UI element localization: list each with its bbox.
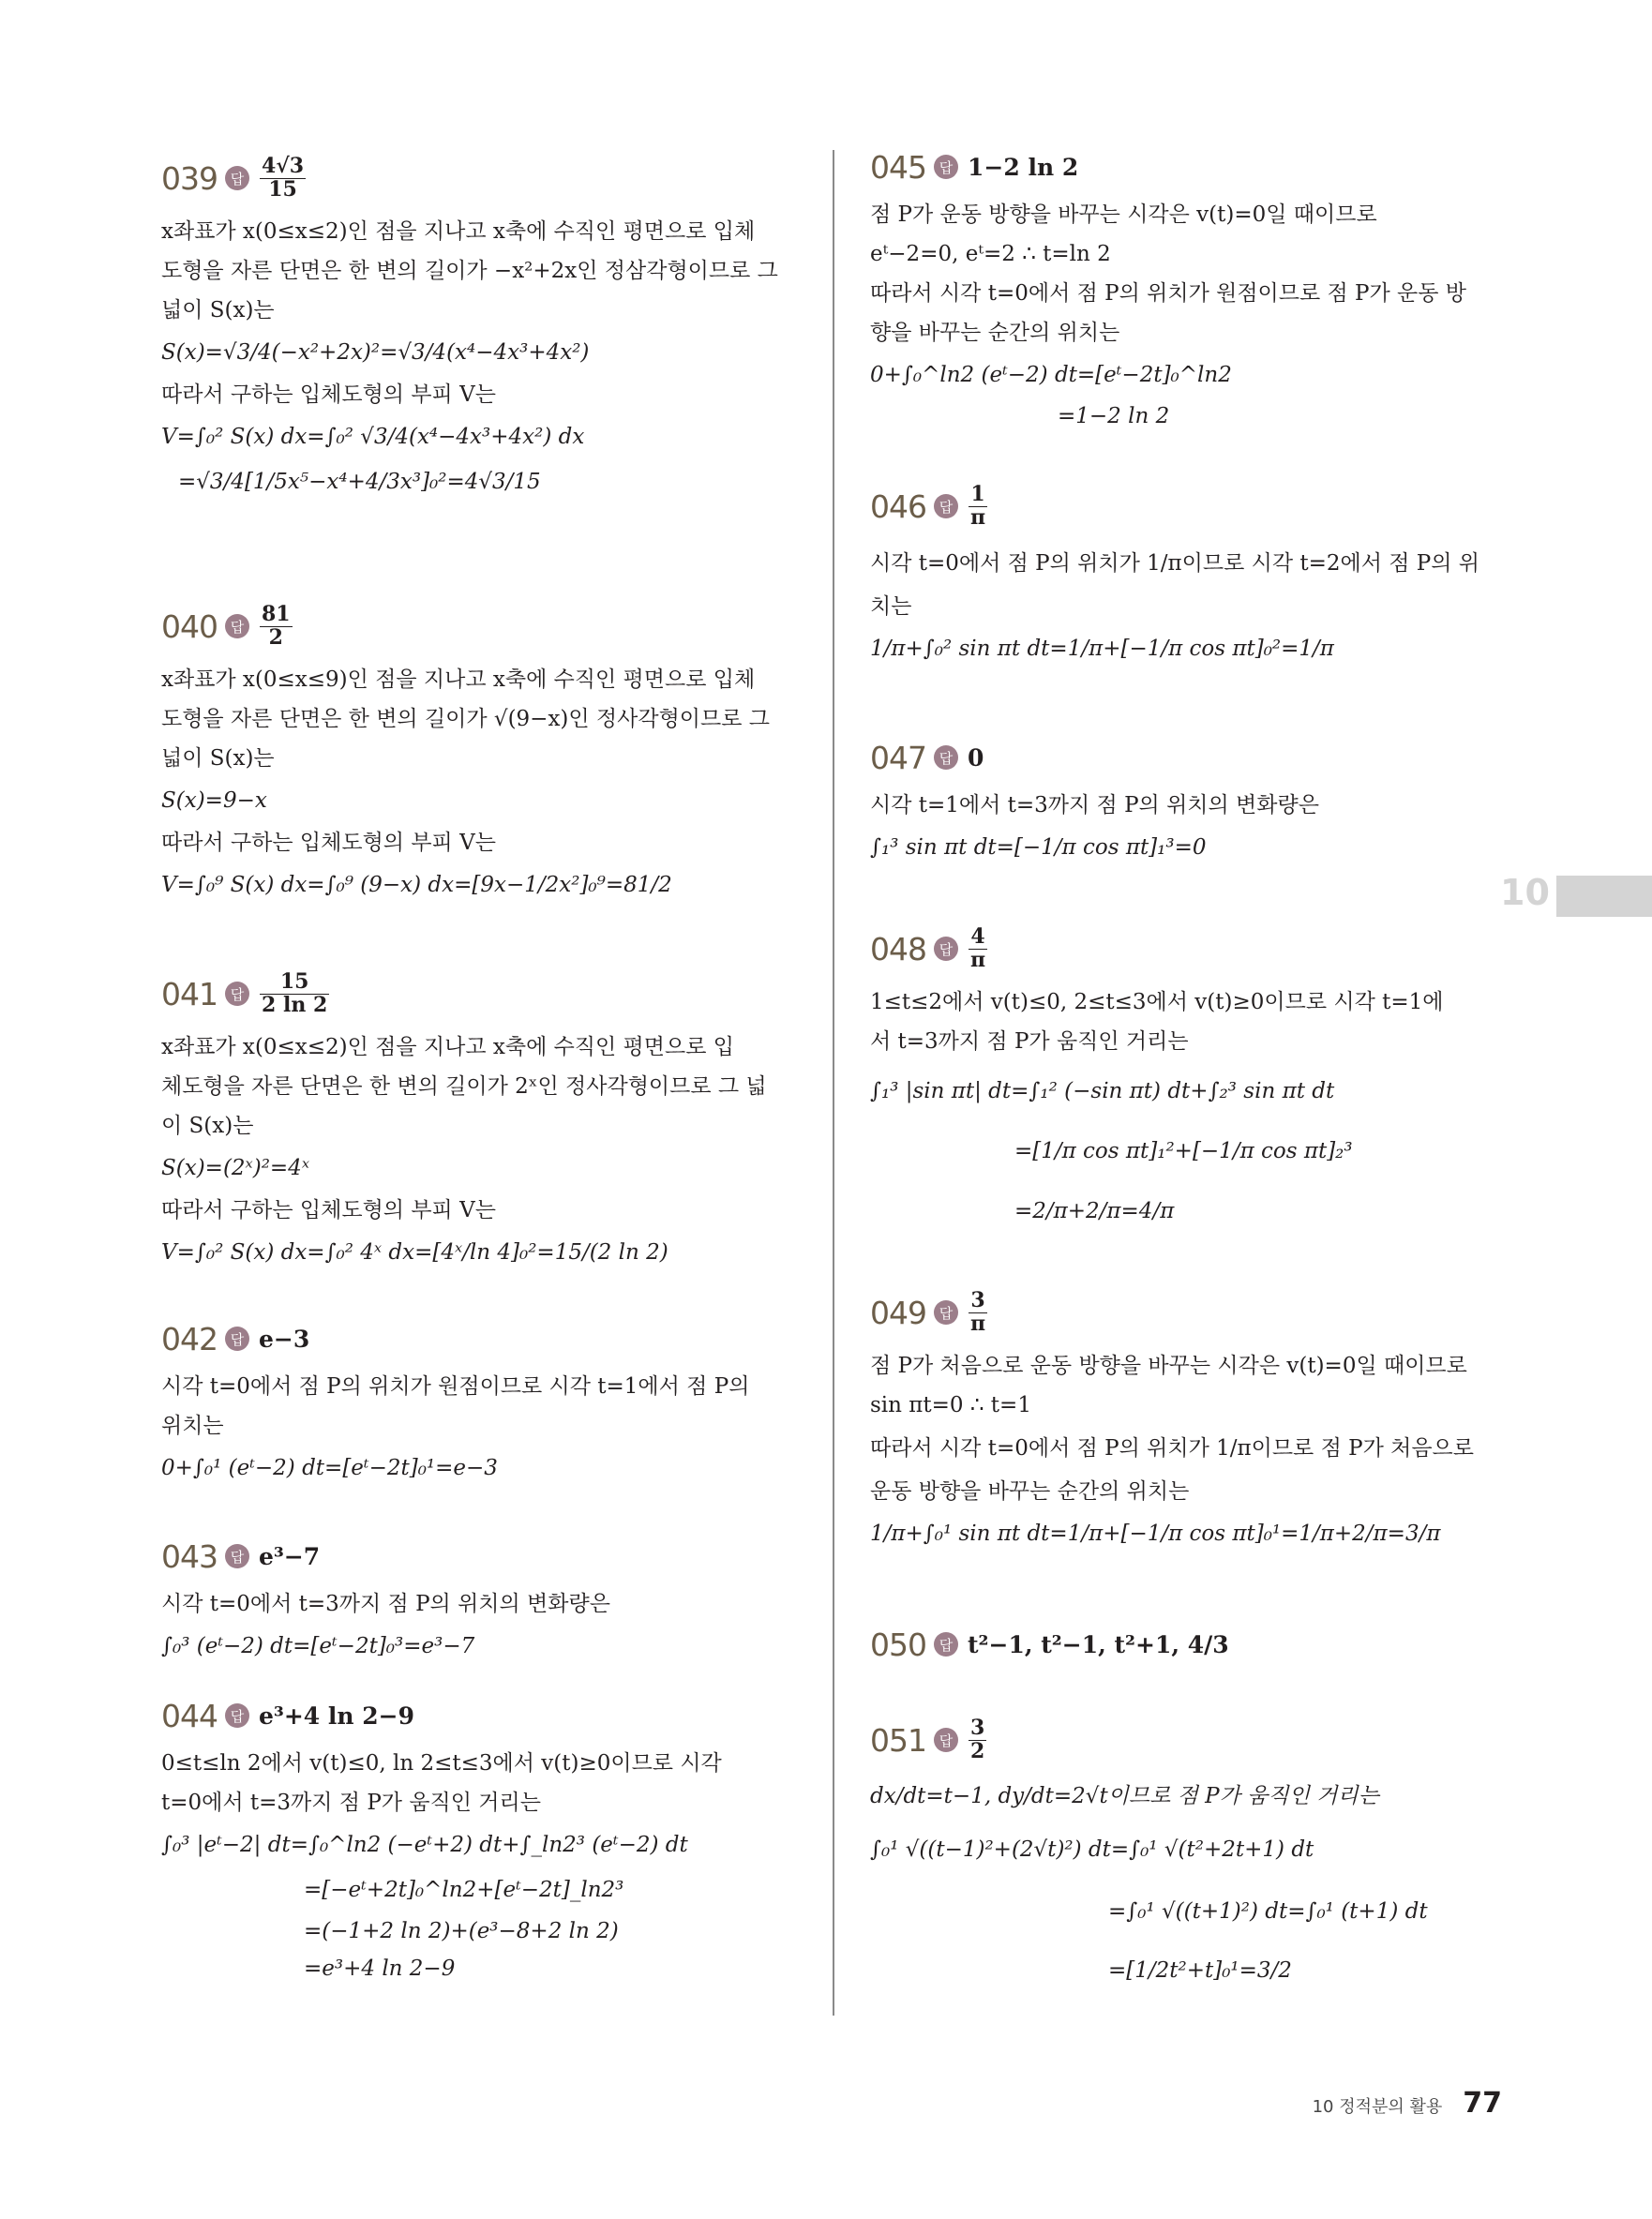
problem-number: 048	[870, 930, 926, 967]
problem-number: 041	[161, 975, 218, 1012]
answer-value: e³−7	[259, 1542, 321, 1570]
solution-equation: S(x)=9−x	[161, 788, 267, 813]
answer-value: e−3	[259, 1325, 310, 1353]
problem-048	[870, 921, 1517, 1241]
column-divider	[833, 150, 834, 2016]
problem-number: 043	[161, 1537, 218, 1575]
chapter-side-tab	[1556, 876, 1652, 917]
problem-number: 050	[870, 1626, 926, 1663]
answer-value: 1−2 ln 2	[968, 153, 1079, 181]
solution-equation: =[1/π cos πt]₁²+[−1/π cos πt]₂³	[1014, 1139, 1353, 1163]
solution-line: 시각 t=0에서 점 P의 위치가 1/π이므로 시각 t=2에서 점 P의 위	[870, 551, 1479, 576]
answer-value: $\frac{3}{2}$	[970, 1716, 985, 1763]
problem-number: 049	[870, 1294, 926, 1331]
answer-value: $\frac{1}{\pi}$	[970, 482, 986, 530]
solution-equation: S(x)=(2ˣ)²=4ˣ	[161, 1156, 309, 1180]
solution-line: x좌표가 x(0≤x≤2)인 점을 지나고 x축에 수직인 평면으로 입체	[161, 219, 756, 244]
problem-number: 047	[870, 739, 926, 776]
problem-046	[870, 478, 1517, 671]
solution-line: 따라서 구하는 입체도형의 부피 V는	[161, 831, 496, 855]
solution-line: 이 S(x)는	[161, 1114, 254, 1138]
answer-badge: 답	[225, 1544, 249, 1568]
answer-value: 0	[968, 743, 984, 772]
problem-number: 051	[870, 1721, 926, 1759]
solution-equation: =[1/2t²+t]₀¹=3/2	[1108, 1958, 1292, 1983]
solution-equation: ∫₀³ (eᵗ−2) dt=[eᵗ−2t]₀³=e³−7	[161, 1634, 475, 1658]
solution-line: 넓이 S(x)는	[161, 298, 275, 322]
problem-042	[161, 1311, 808, 1491]
answer-badge: 답	[225, 614, 249, 638]
answer-value: e³+4 ln 2−9	[259, 1702, 415, 1730]
problem-050	[870, 1616, 1517, 1672]
page-number: 77	[1463, 2087, 1502, 2120]
solution-equation: V=∫₀⁹ S(x) dx=∫₀⁹ (9−x) dx=[9x−1/2x²]₀⁹=81/2	[161, 873, 672, 897]
solution-equation: V=∫₀² S(x) dx=∫₀² √3/4(x⁴−4x³+4x²) dx	[161, 425, 585, 449]
solution-equation: ∫₁³ sin πt dt=[−1/π cos πt]₁³=0	[870, 835, 1207, 860]
solution-equation: ∫₀¹ √((t−1)²+(2√t)²) dt=∫₀¹ √(t²+2t+1) dt	[870, 1837, 1314, 1862]
problem-049	[870, 1284, 1517, 1556]
solution-equation: 0+∫₀¹ (eᵗ−2) dt=[eᵗ−2t]₀¹=e−3	[161, 1456, 498, 1480]
solution-line: 따라서 구하는 입체도형의 부피 V는	[161, 382, 496, 407]
problem-039	[161, 150, 808, 504]
solution-line: 점 P가 운동 방향을 바꾸는 시각은 v(t)=0일 때이므로	[870, 202, 1377, 227]
solution-line: 치는	[870, 594, 912, 619]
answer-badge: 답	[225, 1703, 249, 1728]
answer-badge: 답	[934, 494, 958, 518]
answer-badge: 답	[934, 745, 958, 770]
solution-line: 서 t=3까지 점 P가 움직인 거리는	[870, 1029, 1189, 1054]
problem-number: 045	[870, 148, 926, 186]
solution-equation: V=∫₀² S(x) dx=∫₀² 4ˣ dx=[4ˣ/ln 4]₀²=15/(2 ln 2)	[161, 1240, 668, 1265]
solution-line: 도형을 자른 단면은 한 변의 길이가 √(9−x)인 정사각형이므로 그	[161, 707, 770, 731]
solution-equation: ∫₁³ |sin πt| dt=∫₁² (−sin πt) dt+∫₂³ sin πt dt	[870, 1079, 1335, 1103]
footer-chapter-title: 10 정적분의 활용	[1312, 2097, 1443, 2117]
solution-line: x좌표가 x(0≤x≤9)인 점을 지나고 x축에 수직인 평면으로 입체	[161, 667, 756, 692]
solution-line: 넓이 S(x)는	[161, 746, 275, 771]
solution-equation: =2/π+2/π=4/π	[1014, 1199, 1175, 1223]
answer-badge: 답	[934, 937, 958, 961]
solution-equation: 1/π+∫₀² sin πt dt=1/π+[−1/π cos πt]₀²=1/π	[870, 637, 1334, 661]
solution-line: sin πt=0 ∴ t=1	[870, 1393, 1031, 1417]
solution-equation: =∫₀¹ √((t+1)²) dt=∫₀¹ (t+1) dt	[1108, 1899, 1428, 1924]
problem-045	[870, 139, 1517, 435]
solution-equation: =[−eᵗ+2t]₀^ln2+[eᵗ−2t]_ln2³	[304, 1878, 624, 1902]
solution-equation: ∫₀³ |eᵗ−2| dt=∫₀^ln2 (−eᵗ+2) dt+∫_ln2³ (eᵗ−2) dt	[161, 1833, 688, 1857]
solution-equation: =√3/4[1/5x⁵−x⁴+4/3x³]₀²=4√3/15	[178, 470, 541, 494]
problem-051	[870, 1712, 1517, 1999]
problem-044	[161, 1687, 808, 1987]
solution-equation: 0+∫₀^ln2 (eᵗ−2) dt=[eᵗ−2t]₀^ln2	[870, 363, 1232, 387]
solution-line: eᵗ−2=0, eᵗ=2 ∴ t=ln 2	[870, 242, 1111, 266]
problem-043	[161, 1528, 808, 1669]
solution-equation: 1/π+∫₀¹ sin πt dt=1/π+[−1/π cos πt]₀¹=1/π+2/π=3/π	[870, 1522, 1441, 1546]
solution-line: 위치는	[161, 1414, 224, 1438]
problem-number: 044	[161, 1697, 218, 1734]
solution-line: 0≤t≤ln 2에서 v(t)≤0, ln 2≤t≤3에서 v(t)≥0이므로 시각	[161, 1751, 722, 1776]
answer-value: $\frac{4}{\pi}$	[970, 924, 986, 972]
solution-line: 따라서 시각 t=0에서 점 P의 위치가 원점이므로 점 P가 운동 방	[870, 281, 1467, 306]
solution-equation: dx/dt=t−1, dy/dt=2√t이므로 점 P가 움직인 거리는	[870, 1784, 1379, 1808]
solution-line: 시각 t=1에서 t=3까지 점 P의 위치의 변화량은	[870, 793, 1319, 817]
problem-040	[161, 598, 808, 907]
problem-number: 042	[161, 1320, 218, 1357]
answer-badge: 답	[934, 1728, 958, 1752]
answer-badge: 답	[934, 155, 958, 179]
answer-value: $\frac{3}{\pi}$	[970, 1288, 986, 1336]
answer-value: $\frac{15}{2 \ln 2}$	[262, 969, 328, 1017]
solution-equation: =1−2 ln 2	[1058, 404, 1170, 428]
solution-line: t=0에서 t=3까지 점 P가 움직인 거리는	[161, 1791, 541, 1815]
solution-line: 운동 방향을 바꾸는 순간의 위치는	[870, 1479, 1190, 1504]
problem-047	[870, 729, 1517, 870]
problem-number: 040	[161, 607, 218, 645]
chapter-side-tab-number: 10	[1500, 872, 1550, 913]
problem-041	[161, 966, 808, 1275]
answer-value: t²−1, t²−1, t²+1, 4/3	[968, 1630, 1229, 1658]
solution-equation: =e³+4 ln 2−9	[304, 1957, 456, 1981]
answer-badge: 답	[934, 1300, 958, 1325]
answer-badge: 답	[934, 1632, 958, 1657]
solution-line: 점 P가 처음으로 운동 방향을 바꾸는 시각은 v(t)=0일 때이므로	[870, 1354, 1467, 1378]
solution-line: 따라서 구하는 입체도형의 부피 V는	[161, 1198, 496, 1222]
solution-line: 따라서 시각 t=0에서 점 P의 위치가 1/π이므로 점 P가 처음으로	[870, 1436, 1474, 1461]
solution-line: x좌표가 x(0≤x≤2)인 점을 지나고 x축에 수직인 평면으로 입	[161, 1035, 734, 1059]
solution-line: 시각 t=0에서 점 P의 위치가 원점이므로 시각 t=1에서 점 P의	[161, 1374, 750, 1399]
answer-value: $\frac{81}{2}$	[262, 602, 291, 650]
solution-line: 도형을 자른 단면은 한 변의 길이가 −x²+2x인 정삼각형이므로 그	[161, 259, 778, 283]
solution-line: 향을 바꾸는 순간의 위치는	[870, 321, 1120, 345]
problem-number: 046	[870, 487, 926, 525]
answer-badge: 답	[225, 982, 249, 1006]
answer-value: $\frac{4√3}{15}$	[262, 154, 305, 202]
solution-equation: S(x)=√3/4(−x²+2x)²=√3/4(x⁴−4x³+4x²)	[161, 340, 590, 365]
solution-line: 체도형을 자른 단면은 한 변의 길이가 2ˣ인 정사각형이므로 그 넓	[161, 1074, 767, 1099]
solution-equation: =(−1+2 ln 2)+(e³−8+2 ln 2)	[304, 1919, 619, 1943]
solution-line: 1≤t≤2에서 v(t)≤0, 2≤t≤3에서 v(t)≥0이므로 시각 t=1에	[870, 990, 1444, 1014]
solution-line: 시각 t=0에서 t=3까지 점 P의 위치의 변화량은	[161, 1592, 610, 1616]
page-footer	[1313, 2087, 1502, 2120]
answer-badge: 답	[225, 1327, 249, 1351]
answer-badge: 답	[225, 166, 249, 190]
problem-number: 039	[161, 159, 218, 197]
